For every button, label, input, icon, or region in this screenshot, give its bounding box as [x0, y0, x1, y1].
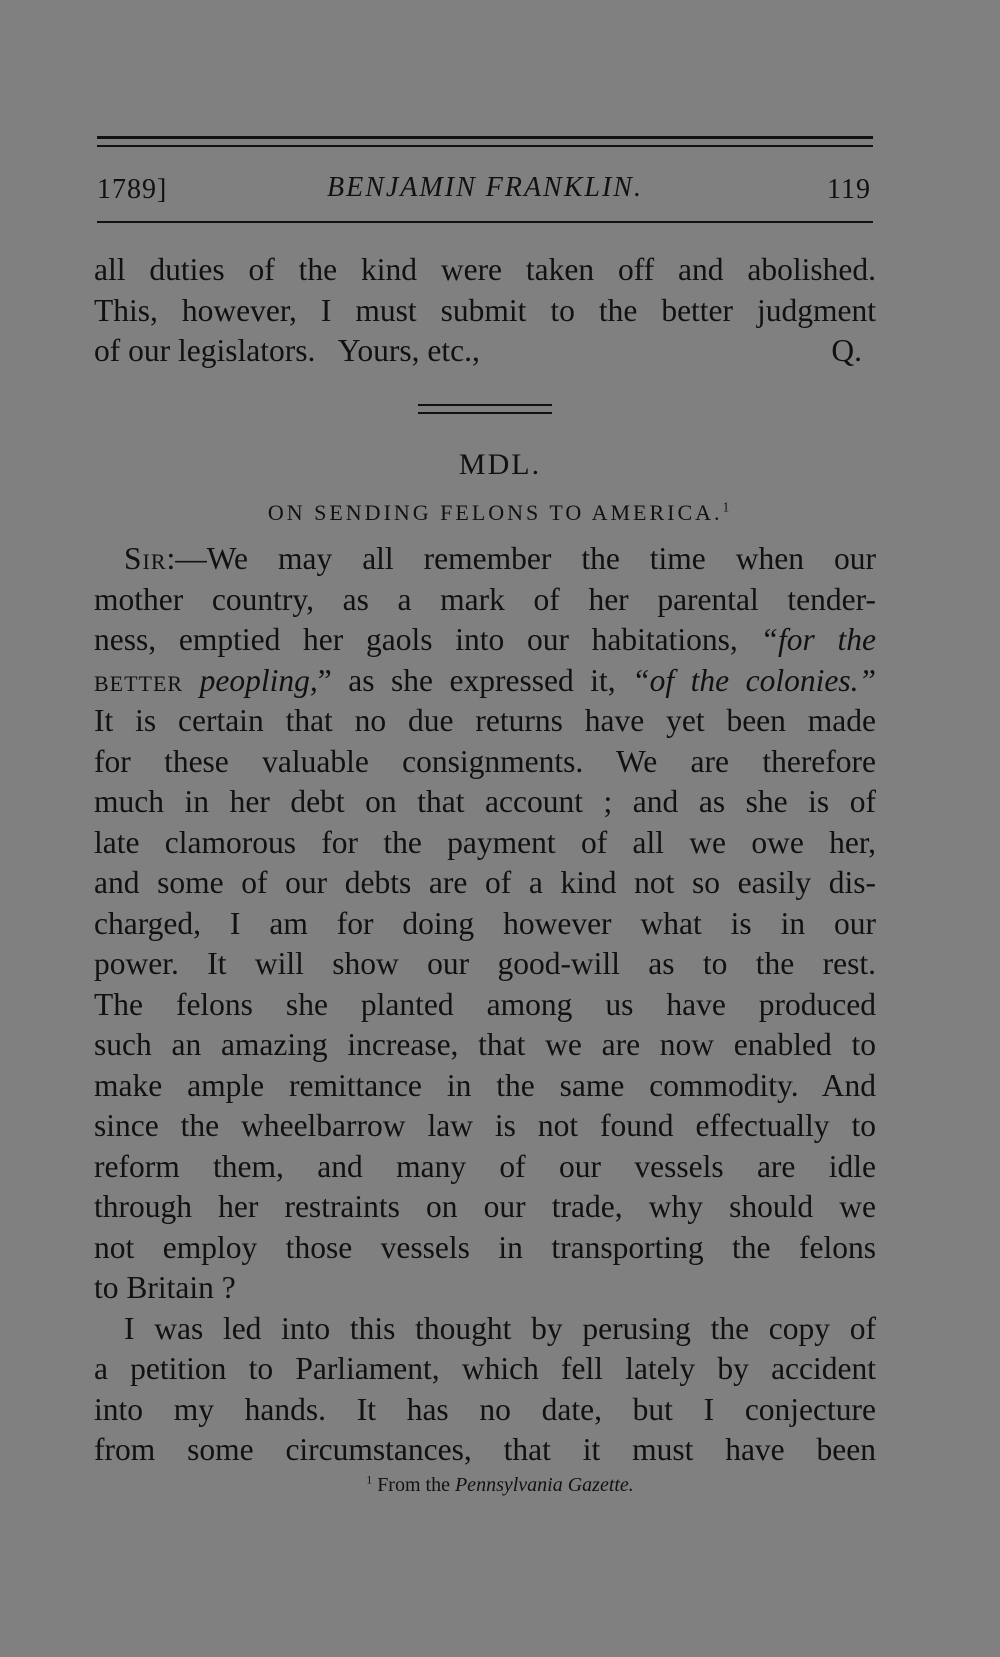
- salutation: Sir: [124, 541, 167, 576]
- text-line: from some circumstances, that it must have been: [94, 1432, 876, 1467]
- text-line: charged, I am for doing however what is in our: [94, 905, 876, 941]
- text-line: reform them, and many of our vessels are idle: [94, 1148, 876, 1184]
- text-line: since the wheelbarrow law is not found effectually to: [94, 1108, 876, 1143]
- text-line: I was led into this thought by perusing the copy of: [124, 1310, 876, 1346]
- quote-italic: “for the: [760, 622, 877, 657]
- header-bottom-rule: [97, 221, 873, 223]
- running-head-title: BENJAMIN FRANKLIN.: [327, 172, 643, 203]
- running-head-year: 1789]: [97, 174, 168, 205]
- opening-paragraph: [94, 250, 876, 372]
- text-line: [94, 331, 876, 372]
- footnote-source: Pennsylvania Gazette.: [454, 1474, 634, 1496]
- text-line: [94, 620, 876, 661]
- closing-text: of our legislators. Yours, etc.,: [94, 333, 480, 368]
- text-line: make ample remittance in the same commodity. And: [94, 1067, 876, 1103]
- text-line: This, however, I must submit to the better judgment: [94, 292, 876, 328]
- small-caps-word: better: [94, 662, 184, 698]
- section-title-text: ON SENDING FELONS TO AMERICA.: [267, 500, 723, 525]
- section-number: MDL.: [458, 448, 542, 481]
- body-text: [94, 539, 876, 1471]
- footnote-number: 1: [366, 1472, 373, 1487]
- text-line: into my hands. It has no date, but I conjecture: [94, 1391, 876, 1427]
- text-line: The felons she planted among us have produced: [94, 986, 876, 1022]
- header-top-rule-2: [97, 145, 873, 147]
- section-separator: [418, 404, 552, 406]
- text-line: late clamorous for the payment of all we owe her,: [94, 824, 876, 860]
- footnote-mark: 1: [722, 499, 733, 515]
- page-number: 119: [827, 174, 871, 205]
- footnote: [0, 1474, 1000, 1497]
- text-line: much in her debt on that account ; and as she is of: [94, 784, 876, 819]
- text-span: ness, emptied her gaols into our habitations,: [94, 622, 738, 657]
- footnote-text: From the: [377, 1474, 450, 1496]
- text-line: to Britain ?: [94, 1270, 236, 1305]
- text-line: not employ those vessels in transporting the felons: [94, 1229, 876, 1265]
- text-line: and some of our debts are of a kind not so easily dis-: [94, 865, 876, 900]
- section-separator-2: [418, 412, 552, 414]
- text-line: mother country, as a mark of her parental tender-: [94, 581, 876, 617]
- text-line: power. It will show our good-will as to the rest.: [94, 946, 876, 981]
- text-line: a petition to Parliament, which fell lately by accident: [94, 1351, 876, 1386]
- text-line: [94, 539, 876, 580]
- text-line: It is certain that no due returns have yet been made: [94, 703, 876, 738]
- quote-italic: peopling,: [199, 662, 318, 698]
- text-span: ” as she expressed it,: [317, 662, 616, 698]
- text-line: [94, 661, 876, 702]
- text-line: such an amazing increase, that we are now enabled to: [94, 1027, 876, 1062]
- running-head: [97, 170, 873, 210]
- text-line: for these valuable consignments. We are therefore: [94, 743, 876, 779]
- header-top-rule: [97, 136, 873, 139]
- text-line: all duties of the kind were taken off and abolished.: [94, 252, 876, 287]
- signature: Q.: [831, 333, 862, 368]
- section-title: [0, 500, 1000, 526]
- text-line: through her restraints on our trade, why should we: [94, 1189, 876, 1224]
- text-span: :—We may all remember the time when our: [166, 541, 876, 576]
- quote-italic: “of the colonies.”: [632, 662, 877, 698]
